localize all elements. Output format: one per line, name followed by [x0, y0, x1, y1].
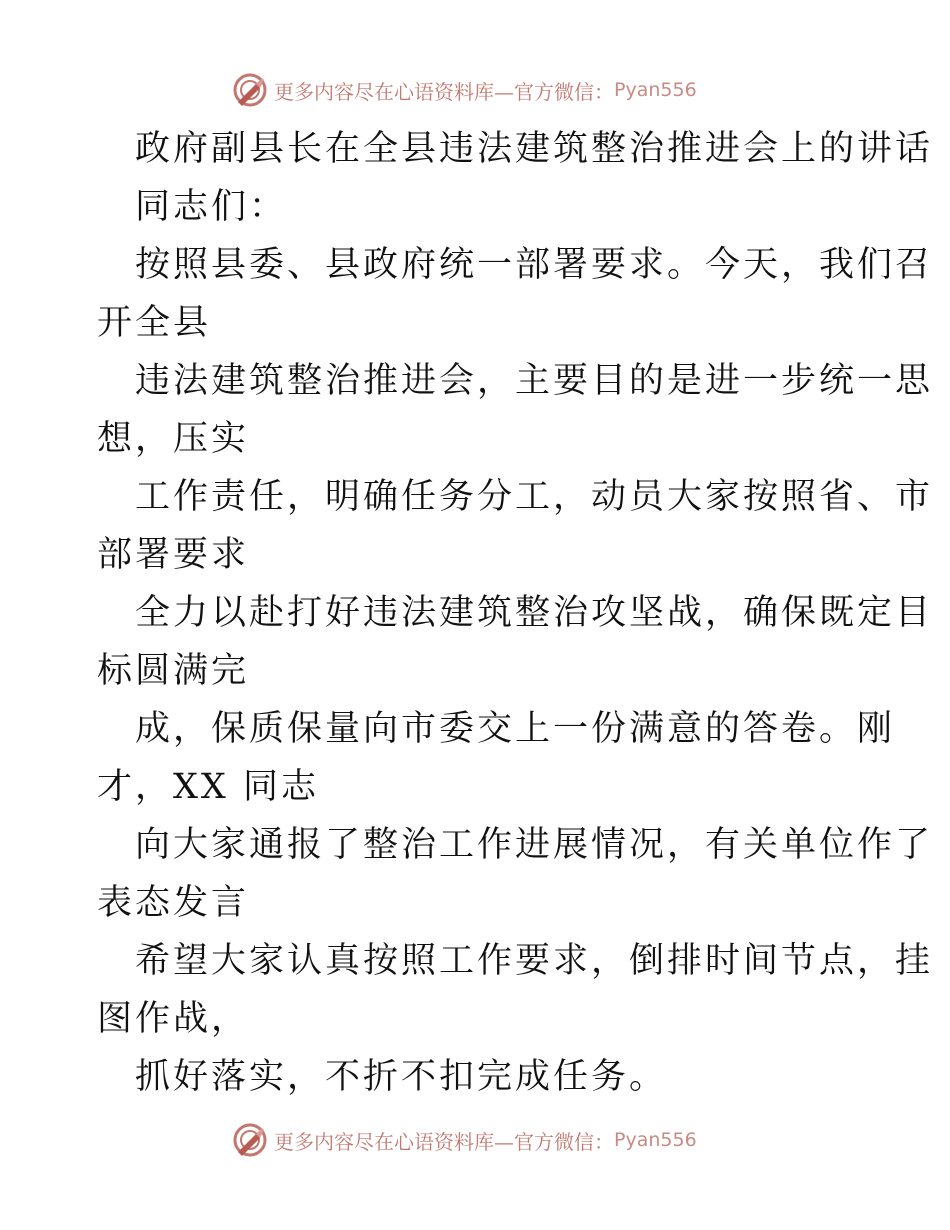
- text-line: 按照县委、县政府统一部署要求。今天，我们召: [135, 245, 934, 285]
- text-line: 想，压实: [97, 419, 250, 459]
- text-line: 政府副县长在全县违法建筑整治推进会上的讲话: [135, 129, 934, 169]
- text-line: 表态发言: [97, 883, 250, 923]
- logo-icon: [232, 72, 268, 108]
- text-line: 标圆满完: [97, 651, 250, 691]
- text-line: 才，XX 同志: [97, 767, 319, 807]
- text-line: 成，保质保量向市委交上一份满意的答卷。刚: [135, 709, 896, 749]
- watermark-wechat-id: Pyan556: [614, 79, 697, 101]
- text-line: 图作战，: [97, 999, 250, 1039]
- text-line: 工作责任，明确任务分工，动员大家按照省、市: [135, 477, 934, 517]
- header-watermark: [232, 70, 752, 110]
- text-line: 抓好落实，不折不扣完成任务。: [135, 1057, 668, 1097]
- text-line: 全力以赴打好违法建筑整治攻坚战，确保既定目: [135, 593, 934, 633]
- text-line: 部署要求: [97, 535, 250, 575]
- text-line: 向大家通报了整治工作进展情况，有关单位作了: [135, 825, 934, 865]
- text-line: 希望大家认真按照工作要求，倒排时间节点，挂: [135, 941, 934, 981]
- text-line: 违法建筑整治推进会，主要目的是进一步统一思: [135, 361, 934, 401]
- text-line: 开全县: [97, 303, 212, 343]
- watermark-wechat-id: Pyan556: [614, 1129, 697, 1151]
- text-line: 同志们：: [135, 187, 288, 227]
- footer-watermark: [232, 1120, 752, 1160]
- logo-icon: [232, 1122, 268, 1158]
- document-body: [97, 120, 934, 1106]
- watermark-text: 更多内容尽在心语资料库—官方微信：: [274, 79, 614, 104]
- watermark-text: 更多内容尽在心语资料库—官方微信：: [274, 1129, 614, 1154]
